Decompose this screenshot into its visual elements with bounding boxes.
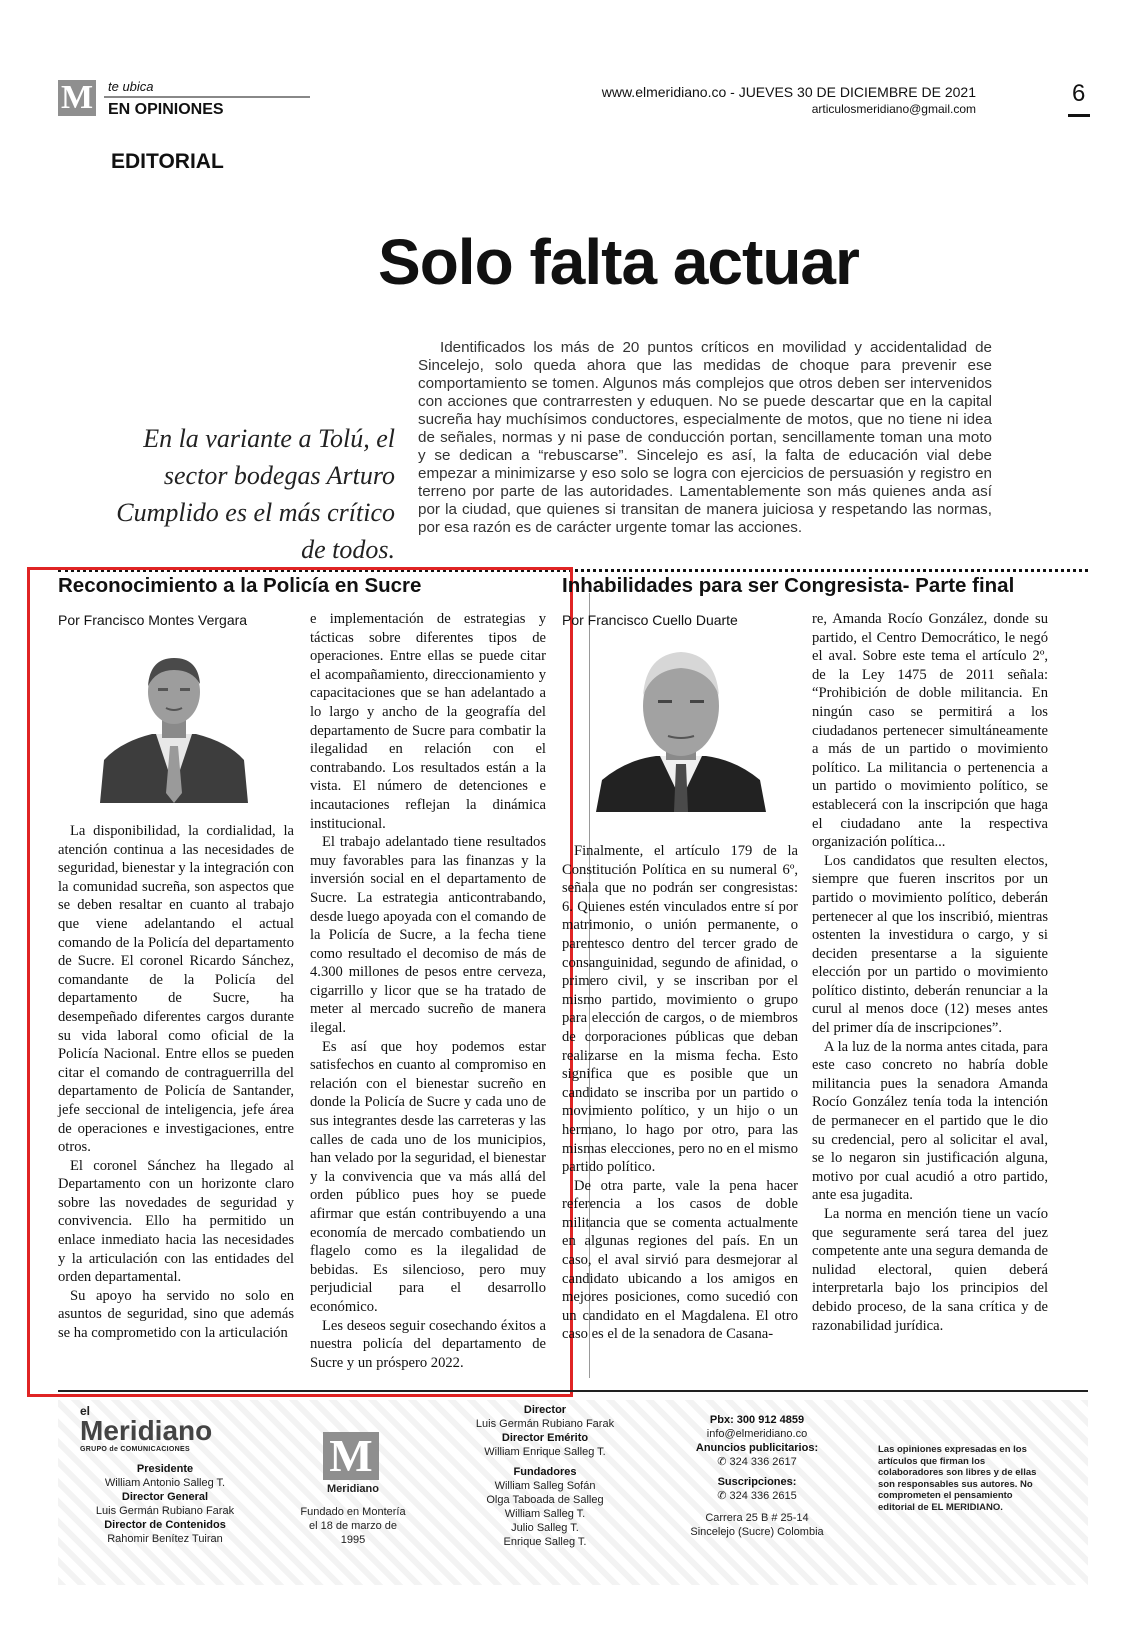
paragraph: e implementación de estrategias y tácticas sobre diferentes tipos de operaciones. Entre ellas se puede citar el acompañamiento, direccionamiento y capacitaciones que se han adelantado a lo largo y ancho de la geografía del departamento de Sucre para combatir la ilegalidad en relación con el contrabando. Los resultados están a la vista. El número de detenciones e incautaciones reflejan la dinámica institucional. xyxy=(310,611,546,832)
footer-brand-sub: GRUPO de COMUNICACIONES xyxy=(80,1446,190,1453)
paragraph: El coronel Sánchez ha llegado al Departamento con un horizonte claro sobre las novedades de seguridad y convivencia. Ello ha permitido un enlace inmediato hacia las necesidades y la articulación con las entidades del orden departamental. xyxy=(58,1157,294,1286)
label: Suscripciones: xyxy=(717,1476,797,1488)
value: Enrique Salleg T. xyxy=(503,1536,587,1548)
paragraph: Es así que hoy podemos estar satisfechos en cuanto al compromiso en relación con el bienestar sucreño en donde la Policía de Sucre y cada uno de sus integrantes desde las carreteras y las calles de cada uno de los municipios, han velado por la seguridad, el bienestar y la convivencia que va más allá del orden público pues hoy se puede afirmar que están contribuyendo a una economía de mercado combatiendo un flagelo como es la ilegalidad de bebidas. Es silencioso, pero muy perjudicial para el desarrollo económico. xyxy=(310,1038,546,1315)
phone: 324 336 2617 xyxy=(729,1456,797,1468)
paragraph: El trabajo adelantado tiene resultados muy favorables para las finanzas y la inversión social en el departamento de Sucre. La estrategia anticontrabando, desde luego apoyada con el comando de la Policía de Sucre, a la fecha tiene como resultado el decomiso de más de 4.300 millones de pesos entre cerveza, cigarrillo y licor que se ha tratado de meter al mercado sucreño de manera ilegal. xyxy=(310,834,546,1037)
article-left-col2 xyxy=(310,610,546,1372)
footer-rule xyxy=(58,1390,1088,1392)
header-email: articulosmeridiano@gmail.com xyxy=(811,102,976,116)
section-label: EDITORIAL xyxy=(111,150,224,173)
footer-brand-small: el xyxy=(80,1404,91,1418)
footer-contact xyxy=(672,1413,842,1539)
pbx: Pbx: 300 912 4859 xyxy=(709,1414,805,1426)
article-right-title: Inhabilidades para ser Congresista- Parte final xyxy=(562,574,1015,597)
label: Fundadores xyxy=(513,1466,577,1478)
article-right-byline: Por Francisco Cuello Duarte xyxy=(562,612,738,628)
whatsapp-icon: ✆ xyxy=(717,1456,727,1468)
phone-row xyxy=(672,1455,842,1469)
masthead-logo: M xyxy=(58,80,96,116)
footer-disclaimer: Las opiniones expresadas en los artículos que firman los colaboradores son libres y de ellas son responsables sus autores. No comprometen el pensamiento editorial de EL MERIDIANO. xyxy=(878,1444,1037,1513)
article-right-col1 xyxy=(562,842,798,1344)
phone-row xyxy=(672,1489,842,1503)
author-photo-cuello xyxy=(596,640,766,812)
paragraph: re, Amanda Rocío González, donde su partido, el Centro Democrático, le negó el aval. Sobre este tema el artículo 2º, de la Ley 1475 de 2011 señala: “Prohibición de doble militancia. En ningún caso se permitirá a los ciudadanos pertenecer simultáneamente a más de un partido o movimiento político. La militancia o pertenencia a un partido o movimiento político, se establecerá con la inscripción que haga el ciudadano ante la respectiva organización política... xyxy=(812,611,1048,851)
masthead-tagline: te ubica xyxy=(108,79,154,94)
footer-brand-name: Meridiano xyxy=(80,1415,213,1446)
whatsapp-icon: ✆ xyxy=(717,1490,727,1502)
label: Director General xyxy=(121,1491,209,1503)
label: Director xyxy=(523,1404,567,1416)
label: Director Emérito xyxy=(501,1432,589,1444)
value: William Enrique Salleg T. xyxy=(484,1446,606,1458)
paragraph: Les deseos seguir cosechando éxitos a nuestra policía del departamento de Sucre y un próspero 2022. xyxy=(310,1317,546,1371)
label: Anuncios publicitarios: xyxy=(695,1442,819,1454)
contact-email: info@elmeridiano.co xyxy=(706,1428,808,1440)
paragraph: Los candidatos que resulten electos, siempre que fueren inscritos por un partido o movimiento político, deberán pertenecer al que los inscribió, mientras ostenten la investidura o cargo, y si deciden presentarse a la siguiente elección por un partido o movimiento político distinto, deberán renunciar a la curul al menos doce (12) meses antes del primer día de inscripciones”. xyxy=(812,852,1048,1037)
editorial-body xyxy=(418,339,992,537)
address: Carrera 25 B # 25-14 xyxy=(705,1512,809,1524)
pull-quote: En la variante a Tolú, el sector bodegas Arturo Cumplido es el más crítico de todos. xyxy=(116,424,395,564)
value: Rahomir Benítez Tuiran xyxy=(107,1533,223,1545)
article-left-col1 xyxy=(58,822,294,1343)
city: Sincelejo (Sucre) Colombia xyxy=(690,1526,824,1538)
value: Julio Salleg T. xyxy=(511,1522,579,1534)
label: Director de Contenidos xyxy=(104,1519,226,1531)
article-left-title: Reconocimiento a la Policía en Sucre xyxy=(58,574,422,597)
label: Presidente xyxy=(136,1463,194,1475)
footer-logo-text: Meridiano xyxy=(327,1483,379,1495)
author-photo-montes xyxy=(100,648,248,803)
article-right-col2 xyxy=(812,610,1048,1335)
paragraph: La norma en mención tiene un vacío que seguramente será tarea del juez competente ante una segura demanda de nulidad electoral, quien deberá interpretarla bajo los principios del debido proceso, de la sana crítica y de razonabilidad jurídica. xyxy=(812,1206,1048,1334)
footer-directors xyxy=(460,1403,630,1549)
value: Olga Taboada de Salleg xyxy=(486,1494,604,1506)
paragraph: Finalmente, el artículo 179 de la Constitución Política en su numeral 6º, señala que no podrán ser congresistas: 6. Quienes estén vinculados entre sí por matrimonio, o unión permanente, o parentesco dentro del tercer grado de consanguinidad, segundo de afinidad, o primero civil, y se inscriban por el mismo partido, movimiento o grupo para elección de cargos, o de miembros de corporaciones públicas que deban realizarse en la misma fecha. Esto significa que es posible que un candidato se inscriba por un partido o movimiento político, y un hijo o un hermano, lo hago por otro, para las mismas elecciones, pero no en el mismo partido político. xyxy=(562,843,798,1176)
paragraph: Su apoyo ha servido no solo en asuntos de seguridad, sino que además se ha comprometido con la articulación xyxy=(58,1287,294,1342)
site-and-date: www.elmeridiano.co - JUEVES 30 DE DICIEMBRE DE 2021 xyxy=(601,84,976,100)
paragraph: A la luz de la norma antes citada, para este caso concreto no habría doble militancia pues la senadora Amanda Rocío González tenía toda la intención de permanecer en el partido que le dio su credencial, pero al solicitar el aval, se lo negaron sin justificación alguna, motivo por cual acudió a otro partido, ante esa jugadita. xyxy=(812,1038,1048,1204)
page-number: 6 xyxy=(1072,80,1086,107)
phone: 324 336 2615 xyxy=(729,1490,797,1502)
paragraph: De otra parte, vale la pena hacer referencia a los casos de doble militancia que se comenta actualmente en algunas regiones del país. En un caso, el aval sirvió para desmejorar al candidato ubicando a los amigos en mejores posiciones, como sucedió con un candidato en el Magdalena. El otro caso es el de la senadora de Casana- xyxy=(562,1177,798,1343)
footer-staff xyxy=(70,1462,260,1546)
section-name: EN OPINIONES xyxy=(108,101,224,118)
footer-brand xyxy=(80,1405,240,1454)
masthead-rule xyxy=(104,96,310,98)
value: Luis Germán Rubiano Farak xyxy=(475,1418,615,1430)
footer-logo: M xyxy=(323,1432,379,1480)
editorial-headline: Solo falta actuar xyxy=(378,226,859,298)
value: William Salleg Sofán xyxy=(494,1480,596,1492)
value: Luis Germán Rubiano Farak xyxy=(95,1505,235,1517)
paragraph: La disponibilidad, la cordialidad, la atención continua a las necesidades de seguridad, bienestar y la integración con la comunidad sucreña, son aspectos que se deben resaltar en cuanto al trabajo que viene adelantando el actual comando de la Policía del departamento de Sucre. El coronel Ricardo Sánchez, comandante de la Policía del departamento de Sucre, ha desempeñado diferentes cargos durante su vida laboral como oficial de la Policía Nacional. Entre ellos se pueden citar el comando de contraguerrilla del departamento de Policía de Santander, jefe seccional de inteligencia, jefe área de operaciones e investigaciones, entre otros. xyxy=(58,823,294,1156)
page-number-rule xyxy=(1068,114,1090,117)
value: William Antonio Salleg T. xyxy=(104,1477,226,1489)
editorial-paragraph: Identificados los más de 20 puntos críticos en movilidad y accidentalidad de Sincelejo, solo queda ahora que las medidas de choque para prevenir ese comportamiento se tomen. Algunos más complejos que otros deben ser intervenidos con acciones que contrarresten y eduquen. No se puede descartar que en la capital sucreña hay muchísimos conductores, especialmente de motos, que no tiene ni idea de señales, normas y ni pase de conducción portan, sencillamente toman una moto y se dedican a “rebuscarse”. Sincelejo es así, la falta de educación vial debe empezar a minimizarse y eso solo se logra con ejercicios de persuasión y registro en terreno por parte de las autoridades. Lamentablemente son más quienes anda así por la ciudad, que quienes si transitan de manera juiciosa y respetando las normas, por esa razón es de carácter urgente tomar las acciones. xyxy=(418,339,992,536)
value: William Salleg T. xyxy=(504,1508,586,1520)
footer-founded: Fundado en Montería el 18 de marzo de 1995 xyxy=(300,1506,406,1546)
article-left-byline: Por Francisco Montes Vergara xyxy=(58,612,248,628)
